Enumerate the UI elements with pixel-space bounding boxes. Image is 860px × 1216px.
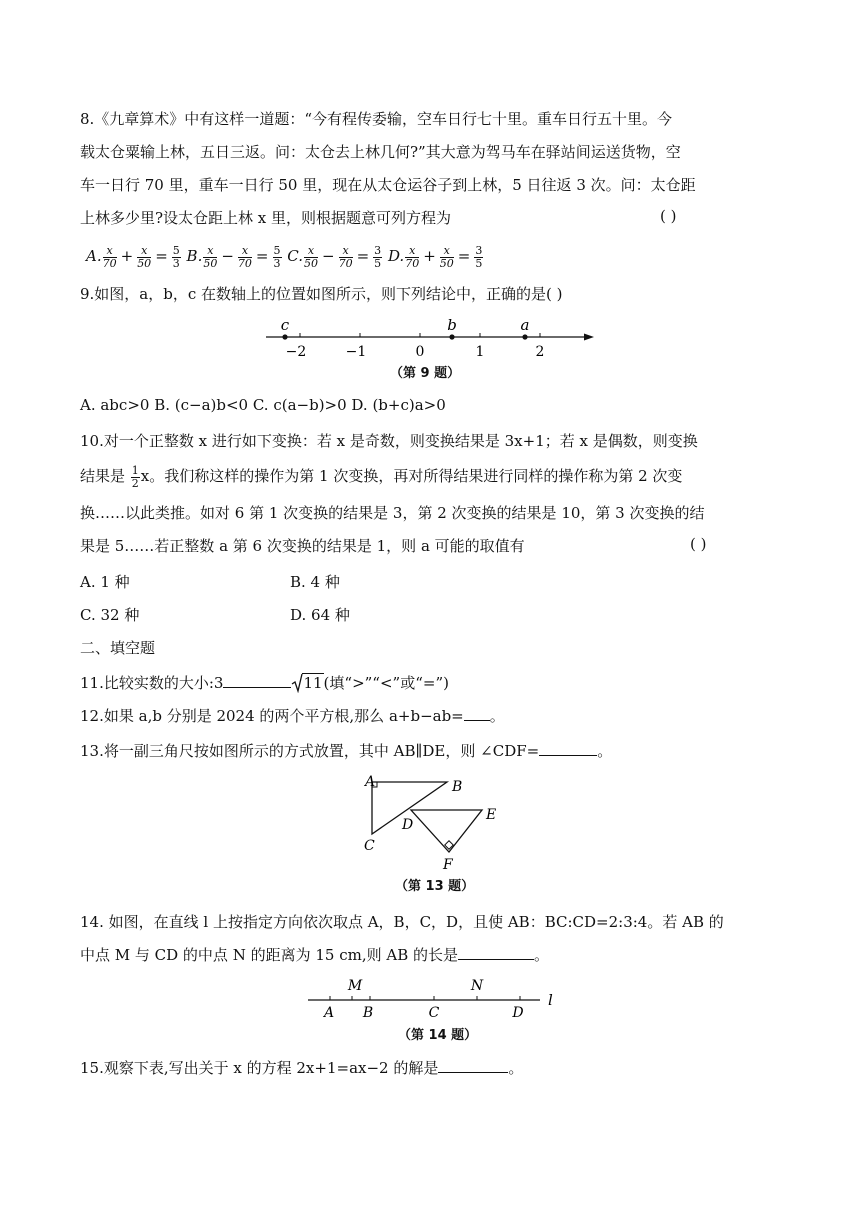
q10-line2: 结果是 $\frac{1}{2}$ x。我们称这样的操作为第 1 次变换，再对所得结果进行同样的操作称为第 2 次变 — [80, 463, 683, 490]
label-B: B — [362, 1005, 374, 1021]
q12-answer-blank — [464, 705, 490, 721]
q14-line1: 14. 如图，在直线 l 上按指定方向依次取点 A，B，C，D，且使 AB：BC:CD=2:3:4。若 AB 的 — [80, 913, 724, 931]
q10-option-d: D. 64 种 — [290, 606, 350, 624]
tick-label-2: 2 — [535, 344, 545, 360]
q10-option-b: B. 4 种 — [290, 573, 340, 591]
q14-caption: （第 14 题） — [398, 1028, 478, 1043]
label-a: a — [520, 316, 530, 334]
q8-option-b: B. $\frac{x}{50}$ − $\frac{x}{70}$ = $\frac{5}{3}$ — [186, 243, 281, 270]
tick-label-neg2: −2 — [285, 344, 307, 360]
q10-option-a: A. 1 种 — [80, 573, 130, 591]
q8-line2: 载太仓粟输上林，五日三返。问：太仓去上林几何?”其大意为驾马车在驿站间运送货物，空 — [80, 143, 681, 161]
number-line-arrow-icon — [584, 334, 594, 341]
label-F: F — [443, 857, 453, 872]
section-heading-fill-blank: 二、填空题 — [80, 639, 156, 657]
sqrt-expression: 11 — [291, 672, 323, 694]
label-D: D — [512, 1005, 524, 1021]
q8-options — [86, 240, 484, 272]
point-b — [449, 334, 454, 339]
q13-answer-blank — [539, 740, 597, 756]
triangle-def — [411, 810, 482, 852]
label-l: l — [548, 991, 553, 1009]
q8-option-a: A. $\frac{x}{70}$ + $\frac{x}{50}$ = $\frac{5}{3}$ — [86, 243, 180, 270]
q8-line4: 上林多少里?设太仓距上林 x 里，则根据题意可列方程为 — [80, 209, 452, 227]
q15-answer-blank — [438, 1057, 508, 1073]
q8-option-c: C. $\frac{x}{50}$ − $\frac{x}{70}$ = $\frac{3}{5}$ — [287, 243, 382, 270]
label-D: D — [402, 817, 414, 833]
label-C: C — [364, 838, 375, 854]
label-M: M — [347, 978, 363, 994]
q14-line2: 中点 M 与 CD 的中点 N 的距离为 15 cm,则 AB 的长是 。 — [80, 946, 550, 964]
q14-segment-figure — [302, 974, 562, 1022]
q13-caption: （第 13 题） — [395, 879, 475, 894]
q15: 15.观察下表,写出关于 x 的方程 2x+1=ax−2 的解是 。 — [80, 1059, 524, 1077]
q9-number-line-figure — [260, 316, 600, 362]
tick-label-1: 1 — [475, 344, 485, 360]
tick-label-0: 0 — [415, 344, 425, 360]
label-C: C — [428, 1005, 440, 1021]
one-half-fraction: $\frac{1}{2}$ — [131, 463, 139, 490]
tick-label-neg1: −1 — [345, 344, 367, 360]
label-A: A — [323, 1005, 335, 1021]
q10-option-c: C. 32 种 — [80, 606, 140, 624]
label-E: E — [486, 807, 497, 823]
q8-option-d: D. $\frac{x}{70}$ + $\frac{x}{50}$ = $\frac{3}{5}$ — [387, 243, 483, 270]
q9-caption: （第 9 题） — [390, 366, 461, 381]
q10-answer-paren: ( ) — [690, 535, 707, 553]
q14-answer-blank — [458, 944, 534, 960]
q13: 13.将一副三角尺按如图所示的方式放置，其中 AB∥DE，则 ∠CDF= 。 — [80, 742, 613, 760]
q8-line1: 8.《九章算术》中有这样一道题：“今有程传委输，空车日行七十里。重车日行五十里。今 — [80, 110, 672, 128]
q10-line1: 10.对一个正整数 x 进行如下变换：若 x 是奇数，则变换结果是 3x+1；若 x 是偶数，则变换 — [80, 432, 698, 450]
point-c — [282, 334, 287, 339]
q11-answer-blank — [223, 672, 291, 688]
q9-options: A. abc>0 B. (c−a)b<0 C. c(a−b)>0 D. (b+c)a>0 — [80, 396, 446, 414]
q10-line4: 果是 5……若正整数 a 第 6 次变换的结果是 1，则 a 可能的取值有 — [80, 537, 525, 555]
q9-stem: 9.如图，a，b，c 在数轴上的位置如图所示，则下列结论中，正确的是( ) — [80, 285, 563, 303]
label-b: b — [447, 316, 457, 334]
label-c: c — [280, 316, 290, 334]
q11: 11.比较实数的大小:3 11(填“>”“<”或“=”) — [80, 674, 449, 692]
q8-answer-paren: ( ) — [660, 207, 677, 225]
label-B: B — [452, 779, 463, 795]
label-A: A — [365, 774, 376, 790]
q8-line3: 车一日行 70 里，重车一日行 50 里，现在从太仓运谷子到上林，5 日往返 3 次。问：太仓距 — [80, 176, 696, 194]
q13-triangle-figure — [355, 772, 515, 872]
q12: 12.如果 a,b 分别是 2024 的两个平方根,那么 a+b−ab= 。 — [80, 707, 505, 725]
q10-line3: 换……以此类推。如对 6 第 1 次变换的结果是 3，第 2 次变换的结果是 10，第 3 次变换的结 — [80, 504, 705, 522]
label-N: N — [470, 978, 484, 994]
point-a — [522, 334, 527, 339]
